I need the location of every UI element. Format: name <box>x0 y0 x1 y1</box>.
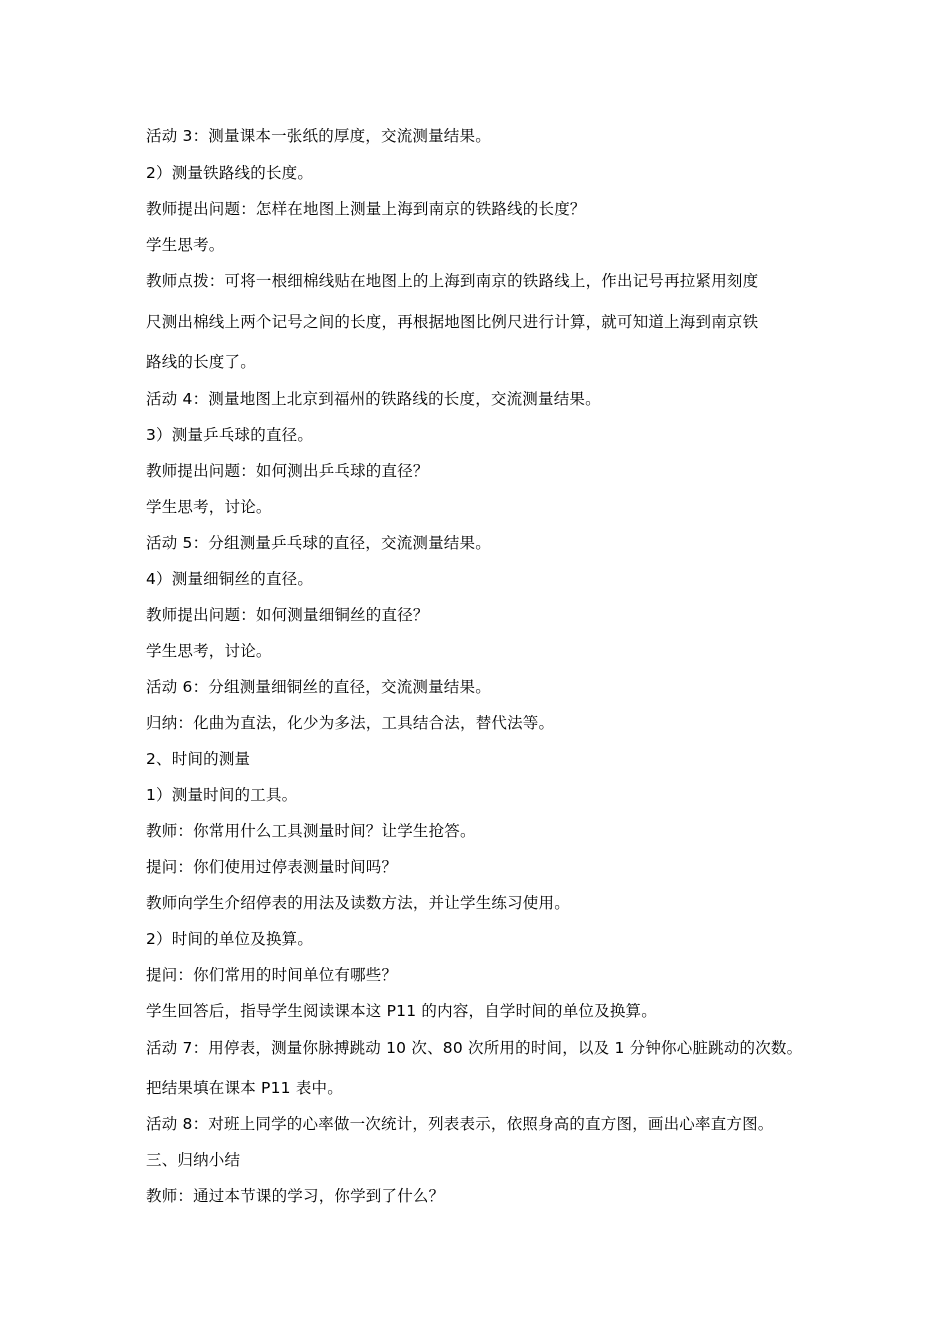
text-line: 教师提出问题：怎样在地图上测量上海到南京的铁路线的长度？ <box>146 200 586 218</box>
text-line: 学生思考。 <box>146 236 225 254</box>
text-line: 2）测量铁路线的长度。 <box>146 164 314 182</box>
text-line: 教师点拨：可将一根细棉线贴在地图上的上海到南京的铁路线上，作出记号再拉紧用刻度 <box>146 272 759 290</box>
text-line: 活动 3：测量课本一张纸的厚度，交流测量结果。 <box>146 127 491 145</box>
text-line: 2）时间的单位及换算。 <box>146 930 314 948</box>
text-line: 活动 6：分组测量细铜丝的直径，交流测量结果。 <box>146 678 491 696</box>
text-line: 学生思考，讨论。 <box>146 498 272 516</box>
text-line: 2、时间的测量 <box>146 750 251 768</box>
text-line: 4）测量细铜丝的直径。 <box>146 570 314 588</box>
text-line: 归纳：化曲为直法，化少为多法，工具结合法，替代法等。 <box>146 714 555 732</box>
text-line: 提问：你们使用过停表测量时间吗？ <box>146 858 398 876</box>
text-line: 教师向学生介绍停表的用法及读数方法，并让学生练习使用。 <box>146 894 570 912</box>
text-line: 活动 8：对班上同学的心率做一次统计，列表表示，依照身高的直方图，画出心率直方图。 <box>146 1115 774 1133</box>
text-line: 3）测量乒乓球的直径。 <box>146 426 314 444</box>
text-line: 尺测出棉线上两个记号之间的长度，再根据地图比例尺进行计算，就可知道上海到南京铁 <box>146 313 759 331</box>
text-line: 教师提出问题：如何测量细铜丝的直径？ <box>146 606 429 624</box>
text-line: 把结果填在课本 P11 表中。 <box>146 1079 343 1097</box>
text-line: 1）测量时间的工具。 <box>146 786 298 804</box>
text-line: 教师：你常用什么工具测量时间？让学生抢答。 <box>146 822 476 840</box>
text-line: 教师提出问题：如何测出乒乓球的直径？ <box>146 462 429 480</box>
text-line: 教师：通过本节课的学习，你学到了什么？ <box>146 1187 445 1205</box>
text-line: 活动 4：测量地图上北京到福州的铁路线的长度，交流测量结果。 <box>146 390 601 408</box>
text-line: 活动 7：用停表，测量你脉搏跳动 10 次、80 次所用的时间，以及 1 分钟你心脏跳动的次数。 <box>146 1039 803 1057</box>
text-line: 提问：你们常用的时间单位有哪些？ <box>146 966 398 984</box>
text-line: 学生思考，讨论。 <box>146 642 272 660</box>
text-line: 学生回答后，指导学生阅读课本这 P11 的内容，自学时间的单位及换算。 <box>146 1002 657 1020</box>
text-line: 活动 5：分组测量乒乓球的直径，交流测量结果。 <box>146 534 491 552</box>
text-line: 路线的长度了。 <box>146 353 256 371</box>
text-line: 三、归纳小结 <box>146 1151 241 1169</box>
